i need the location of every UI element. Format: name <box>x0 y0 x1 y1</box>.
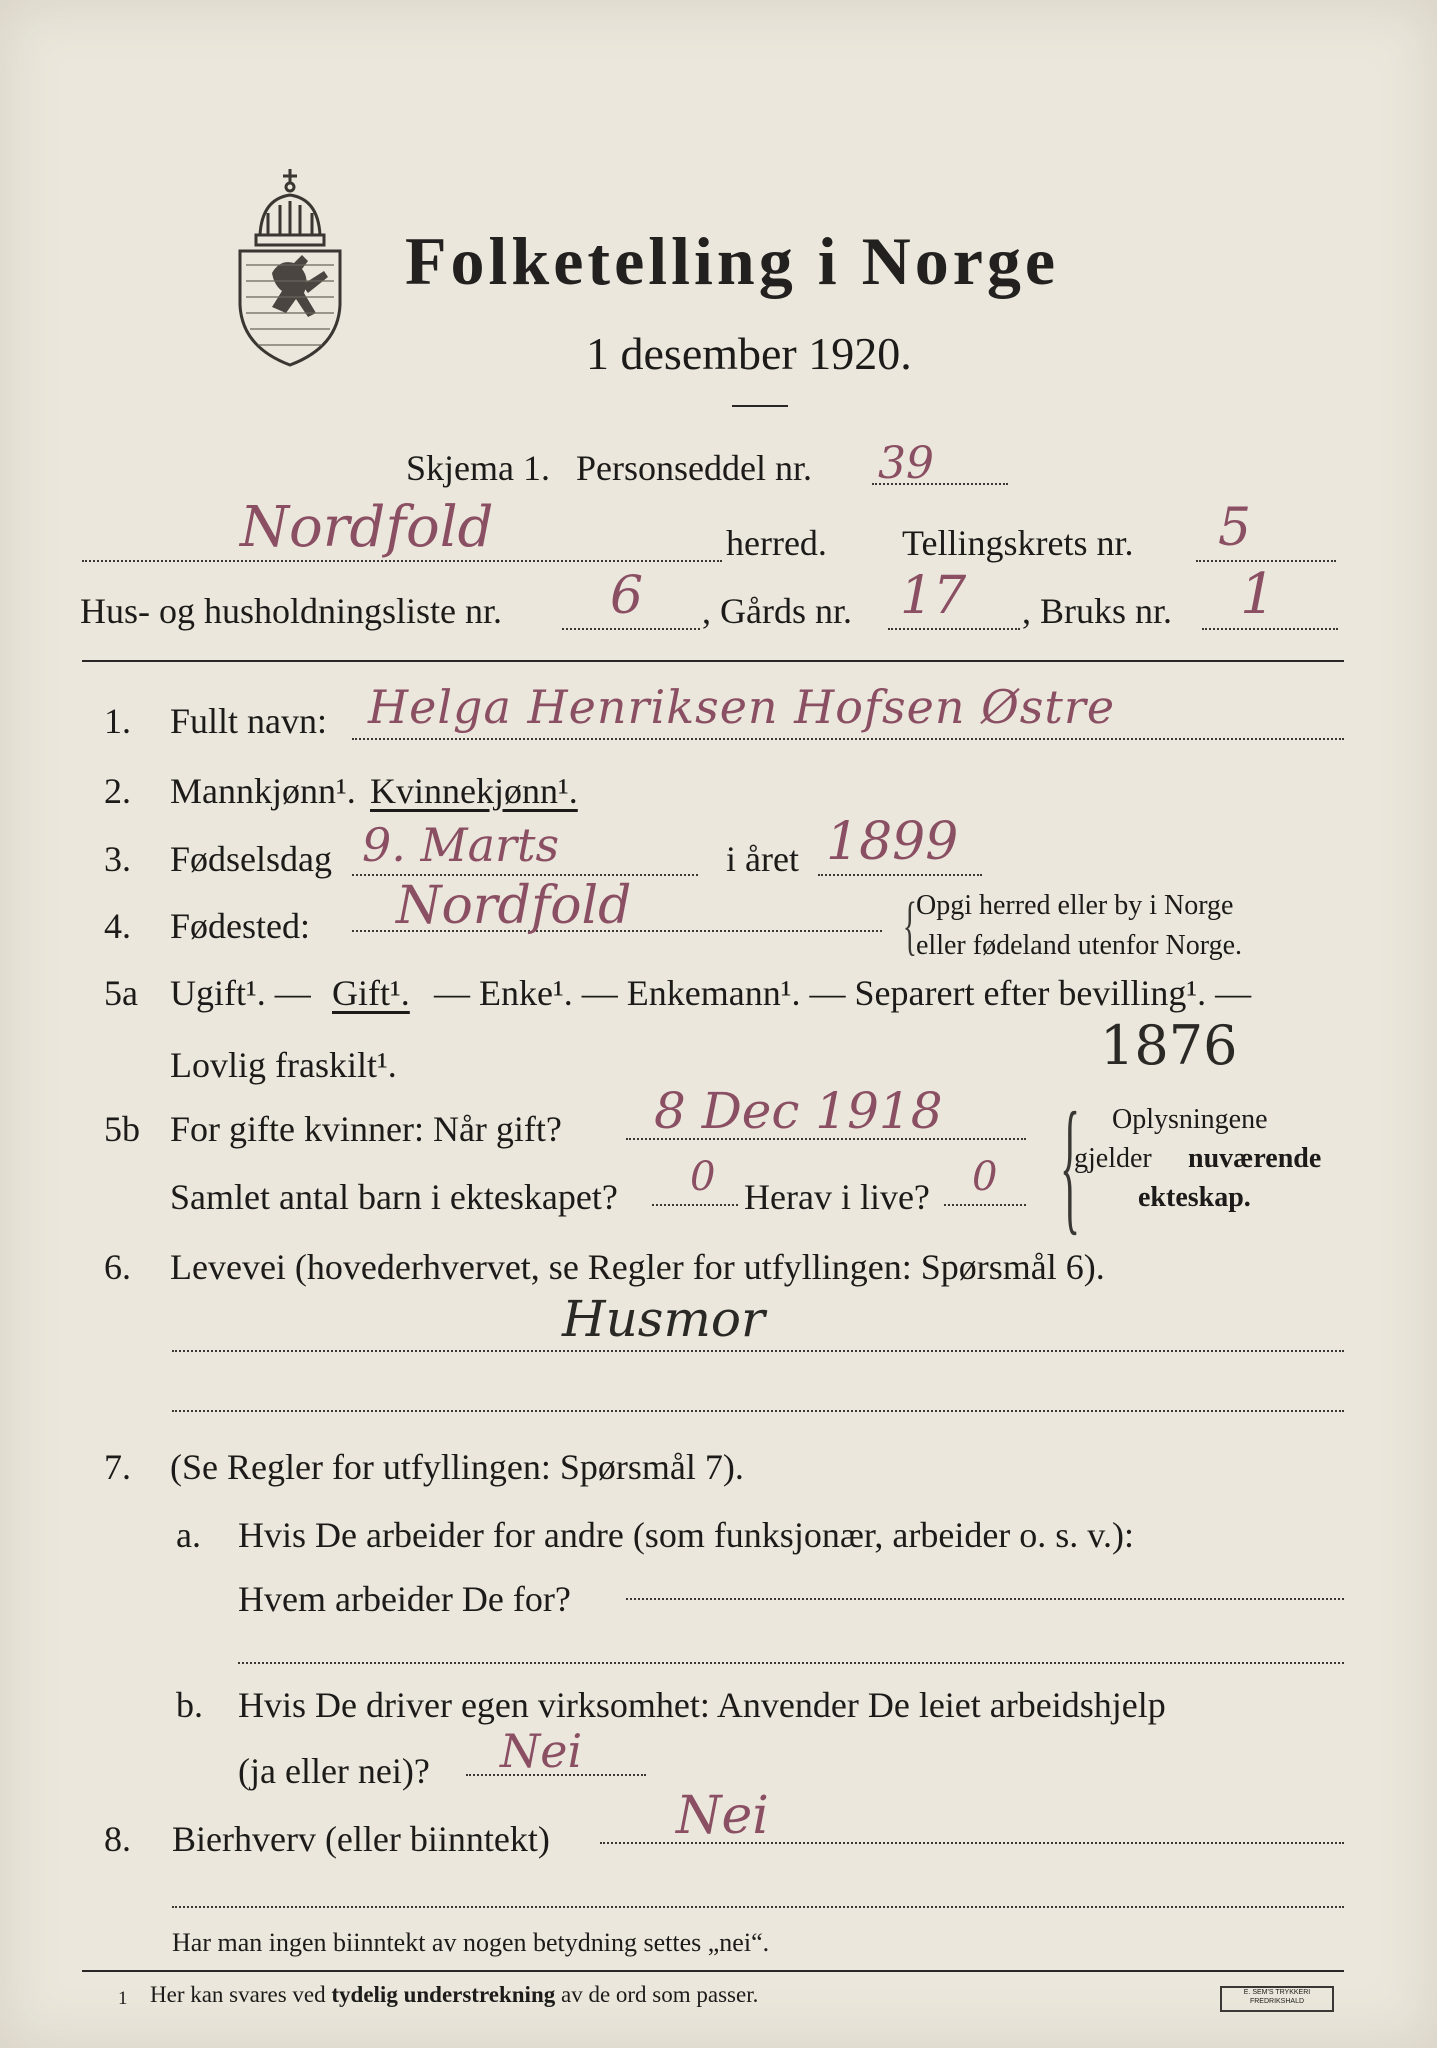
footnote-text-b: tydelig understrekning <box>331 1982 556 2007</box>
q8-label: Bierhverv (eller biinntekt) <box>172 1819 550 1859</box>
q4-number: 4. <box>104 906 131 946</box>
q8-field-line-2 <box>172 1906 1344 1908</box>
bruks-label: , Bruks nr. <box>1022 591 1173 631</box>
q5a-note-year: 1876 <box>1100 1014 1238 1077</box>
footer-divider <box>82 1970 1344 1972</box>
q6-label: Levevei (hovederhvervet, se Regler for utfyllingen: Spørsmål 6). <box>170 1247 1105 1287</box>
footnote-number: 1 <box>118 1988 128 2009</box>
q8-value[interactable]: Nei <box>676 1786 769 1846</box>
q7-number: 7. <box>104 1447 131 1487</box>
husholdningsliste-label: Hus- og husholdningsliste nr. <box>80 591 503 631</box>
q5a-ugift-option[interactable]: Ugift¹. — <box>170 973 311 1013</box>
q7a-field-line-1 <box>626 1598 1344 1600</box>
q6-value[interactable]: Husmor <box>562 1290 765 1348</box>
q7a-label-line2: Hvem arbeider De for? <box>238 1579 571 1619</box>
q1-field-line <box>352 738 1344 740</box>
q2-male-option[interactable]: Mannkjønn¹. <box>170 771 356 811</box>
footer-note: Har man ingen biinntekt av nogen betydning settes „nei“. <box>172 1928 770 1957</box>
q5b-note-line2b: nuværende <box>1188 1143 1322 1174</box>
q7b-label: Hvis De driver egen virksomhet: Anvender De leiet arbeidshjelp <box>238 1685 1166 1725</box>
q5b-value[interactable]: 8 Dec 1918 <box>654 1082 943 1140</box>
q3-year-value[interactable]: 1899 <box>826 812 959 872</box>
q5a-number: 5a <box>104 973 138 1013</box>
bruks-field-line <box>1202 628 1338 630</box>
tellingskrets-value[interactable]: 5 <box>1218 498 1252 558</box>
q3-label: Fødselsdag <box>170 839 332 879</box>
q5b-note-brace: { <box>1059 1082 1081 1248</box>
footnote-text-a: Her kan svares ved <box>150 1982 326 2007</box>
herred-label: herred. <box>726 523 827 563</box>
printer-stamp: E. SEM'S TRYKKERI FREDRIKSHALD <box>1220 1986 1334 2012</box>
q6-field-line-2 <box>172 1410 1344 1412</box>
q7b-letter: b. <box>176 1685 203 1725</box>
section-divider <box>82 660 1344 662</box>
q5b-children-value[interactable]: 0 <box>690 1154 716 1200</box>
q5a-fraskilt-option[interactable]: Lovlig fraskilt¹. <box>170 1045 397 1085</box>
q2-female-option[interactable]: Kvinnekjønn¹. <box>370 771 578 811</box>
husholdningsliste-value[interactable]: 6 <box>610 566 644 626</box>
q3-value[interactable]: 9. Marts <box>362 818 560 872</box>
q5a-other-options[interactable]: — Enke¹. — Enkemann¹. — Separert efter bevilling¹. — <box>434 973 1252 1013</box>
personseddel-label: Personseddel nr. <box>576 448 812 488</box>
q6-number: 6. <box>104 1247 131 1287</box>
q5b-note-line3: ekteskap. <box>1138 1182 1251 1213</box>
q5b-children-field-line <box>652 1204 738 1206</box>
coat-of-arms-icon <box>232 165 348 370</box>
gards-field-line <box>888 628 1020 630</box>
q3-year-label: i året <box>726 839 799 879</box>
husholdningsliste-field-line <box>562 628 700 630</box>
q4-note-line2: eller fødeland utenfor Norge. <box>916 930 1243 961</box>
q7b-value[interactable]: Nei <box>500 1724 583 1778</box>
q7a-letter: a. <box>176 1515 201 1555</box>
herred-value[interactable]: Nordfold <box>240 495 494 560</box>
q5b-alive-label: Herav i live? <box>744 1177 930 1217</box>
gards-label: , Gårds nr. <box>702 591 852 631</box>
title-divider <box>732 405 788 407</box>
q7a-label: Hvis De arbeider for andre (som funksjonær, arbeider o. s. v.): <box>238 1515 1134 1555</box>
footnote-text-c: av de ord som passer. <box>560 1982 759 2007</box>
q1-number: 1. <box>104 701 131 741</box>
q6-field-line-1 <box>172 1350 1344 1352</box>
q3-number: 3. <box>104 839 131 879</box>
q4-label: Fødested: <box>170 906 310 946</box>
q2-number: 2. <box>104 771 131 811</box>
skjema-label: Skjema 1. <box>406 448 550 488</box>
q5b-children-label: Samlet antal barn i ekteskapet? <box>170 1177 618 1217</box>
q8-number: 8. <box>104 1819 131 1859</box>
q7b-label-line2: (ja eller nei)? <box>238 1751 430 1791</box>
q1-label: Fullt navn: <box>170 701 328 741</box>
q5a-gift-option[interactable]: Gift¹. <box>332 973 410 1013</box>
q4-value[interactable]: Nordfold <box>396 876 632 936</box>
q3-year-field-line <box>818 874 982 876</box>
form-title: Folketelling i Norge <box>405 223 1060 299</box>
personseddel-value[interactable]: 39 <box>878 438 934 489</box>
q5b-note-line1: Oplysningene <box>1112 1104 1268 1135</box>
q7a-field-line-2 <box>238 1662 1344 1664</box>
q7-label: (Se Regler for utfyllingen: Spørsmål 7). <box>170 1447 744 1487</box>
herred-field-line <box>82 560 722 562</box>
q5b-note-line2a: gjelder <box>1074 1143 1152 1174</box>
q5b-number: 5b <box>104 1109 140 1149</box>
q1-value[interactable]: Helga Henriksen Hofsen Østre <box>368 680 1116 734</box>
footnote-text <box>150 1982 758 2008</box>
q5b-alive-value[interactable]: 0 <box>972 1154 998 1200</box>
q5b-alive-field-line <box>944 1204 1026 1206</box>
bruks-value[interactable]: 1 <box>1240 562 1276 627</box>
tellingskrets-label: Tellingskrets nr. <box>902 523 1134 563</box>
gards-value[interactable]: 17 <box>900 566 967 626</box>
q4-note-line1: Opgi herred eller by i Norge <box>916 890 1234 921</box>
q5b-label: For gifte kvinner: Når gift? <box>170 1109 562 1149</box>
q4-note-brace: { <box>902 889 917 962</box>
census-date: 1 desember 1920. <box>586 328 912 379</box>
